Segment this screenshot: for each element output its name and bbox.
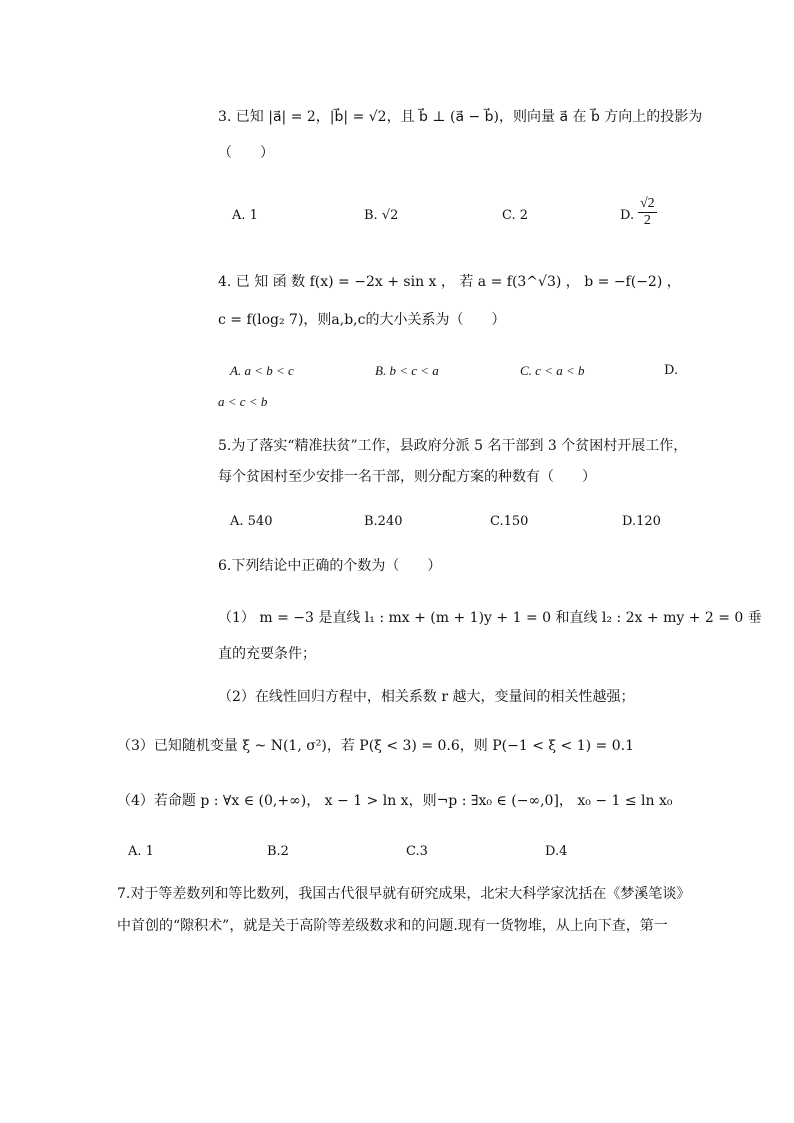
- q6-statement-2: （2）在线性回归方程中，相关系数 r 越大，变量间的相关性越强；: [218, 689, 635, 705]
- q3-option-d: D.: [620, 208, 635, 223]
- q4-option-c: C. c < a < b: [520, 363, 585, 378]
- q5-option-c: C.150: [490, 514, 529, 529]
- q4-stem-line2: c = f(log₂ 7)，则a,b,c的大小关系为（ ）: [218, 312, 506, 328]
- q5-option-a: A. 540: [230, 514, 273, 529]
- q5-option-d: D.120: [622, 514, 661, 529]
- q3-option-d-denominator: 2: [643, 213, 651, 228]
- q4-stem-line1: 4. 已 知 函 数 f(x) = −2x + sin x ， 若 a = f(3^√3) ， b = −f(−2) ，: [218, 274, 681, 290]
- q5-option-b: B.240: [364, 514, 403, 529]
- q3-stem-line1: 3. 已知 |a⃗| = 2，|b⃗| = √2，且 b⃗ ⊥ (a⃗ − b⃗)，则向量 a⃗ 在 b⃗ 方向上的投影为: [218, 109, 703, 125]
- q4-option-b: B. b < c < a: [375, 363, 439, 378]
- q3-option-c: C. 2: [502, 208, 529, 223]
- q6-statement-1-line2: 直的充要条件；: [218, 646, 316, 662]
- q3-stem-line2: （ ）: [218, 145, 274, 161]
- q4-option-a: A. a < b < c: [230, 363, 294, 378]
- q6-option-a: A. 1: [128, 844, 154, 859]
- q3-option-d-fraction: [638, 196, 657, 229]
- q6-option-c: C.3: [406, 844, 428, 859]
- q7-stem-line1: 7.对于等差数列和等比数列，我国古代很早就有研究成果，北宋大科学家沈括在《梦溪笔谈》: [117, 886, 691, 902]
- q4-option-d: D.: [664, 363, 679, 378]
- q5-stem-line2: 每个贫困村至少安排一名干部，则分配方案的种数有（ ）: [218, 469, 596, 485]
- q3-option-a: A. 1: [232, 208, 258, 223]
- q6-option-b: B.2: [267, 844, 289, 859]
- q6-statement-1-line1: （1） m = −3 是直线 l₁ : mx + (m + 1)y + 1 = 0 和直线 l₂ : 2x + my + 2 = 0 垂: [218, 610, 762, 626]
- q6-stem: 6.下列结论中正确的个数为（ ）: [218, 558, 442, 574]
- q6-statement-3: （3）已知随机变量 ξ ~ N(1, σ²)，若 P(ξ < 3) = 0.6，则 P(−1 < ξ < 1) = 0.1: [117, 738, 634, 754]
- q3-option-d-numerator: √2: [640, 196, 655, 211]
- q4-option-d-continued: a < c < b: [218, 394, 268, 409]
- q6-option-d: D.4: [545, 844, 568, 859]
- q7-stem-line2: 中首创的“隙积术”，就是关于高阶等差级数求和的问题.现有一货物堆，从上向下查，第一: [117, 918, 668, 934]
- q3-option-b: B. √2: [364, 208, 399, 223]
- q6-statement-4: （4）若命题 p : ∀x ∈ (0,+∞)， x − 1 > ln x，则¬p : ∃x₀ ∈ (−∞,0]， x₀ − 1 ≤ ln x₀: [117, 793, 673, 809]
- q5-stem-line1: 5.为了落实“精准扶贫”工作，县政府分派 5 名干部到 3 个贫困村开展工作，: [218, 438, 688, 454]
